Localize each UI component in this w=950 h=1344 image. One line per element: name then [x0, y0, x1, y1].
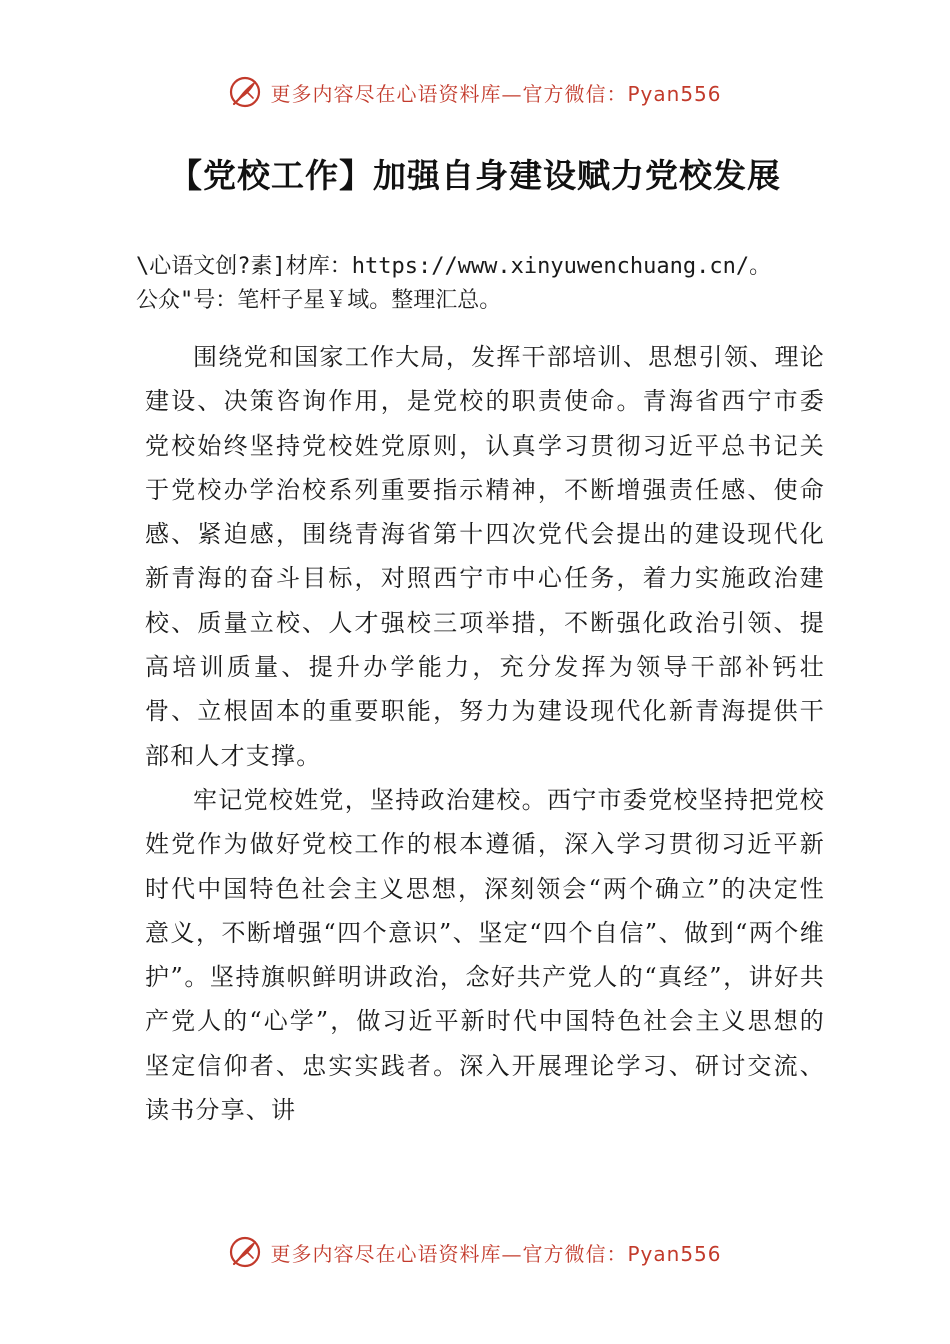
- source-note: [136, 250, 836, 318]
- footer-banner-text: [270, 1238, 721, 1267]
- source-line-1: \心语文创?素]材库：https://www.xinyuwenchuang.cn/。: [136, 254, 772, 279]
- article-body: [145, 335, 825, 1132]
- feather-pen-logo-icon: [228, 75, 262, 109]
- feather-pen-logo-icon: [228, 1235, 262, 1269]
- paragraph: 牢记党校姓党，坚持政治建校。西宁市委党校坚持把党校姓党作为做好党校工作的根本遵循，深入学习贯彻习近平新时代中国特色社会主义思想，深刻领会“两个确立”的决定性意义，不断增强“四个意识”、坚定“四个自信”、做到“两个维护”。坚持旗帜鲜明讲政治，念好共产党人的“真经”，讲好共产党人的“心学”，做习近平新时代中国特色社会主义思想的坚定信仰者、忠实实践者。深入开展理论学习、研讨交流、读书分享、讲: [145, 785, 825, 1125]
- header-wechat-id: Pyan556: [627, 81, 722, 106]
- header-banner-label: 更多内容尽在心语资料库—官方微信：: [270, 81, 628, 106]
- document-title: 【党校工作】加强自身建设赋力党校发展: [169, 156, 781, 195]
- footer-banner: [0, 1230, 950, 1274]
- footer-wechat-id: Pyan556: [627, 1241, 722, 1266]
- source-line-2: 公众"号：笔杆子星￥域。整理汇总。: [136, 288, 502, 313]
- header-banner-text: [270, 78, 721, 107]
- footer-banner-label: 更多内容尽在心语资料库—官方微信：: [270, 1241, 628, 1266]
- header-banner: [0, 70, 950, 114]
- paragraph: 围绕党和国家工作大局，发挥干部培训、思想引领、理论建设、决策咨询作用，是党校的职责使命。青海省西宁市委党校始终坚持党校姓党原则，认真学习贯彻习近平总书记关于党校办学治校系列重要指示精神，不断增强责任感、使命感、紧迫感，围绕青海省第十四次党代会提出的建设现代化新青海的奋斗目标，对照西宁市中心任务，着力实施政治建校、质量立校、人才强校三项举措，不断强化政治引领、提高培训质量、提升办学能力，充分发挥为领导干部补钙壮骨、立根固本的重要职能，努力为建设现代化新青海提供干部和人才支撑。: [145, 343, 825, 770]
